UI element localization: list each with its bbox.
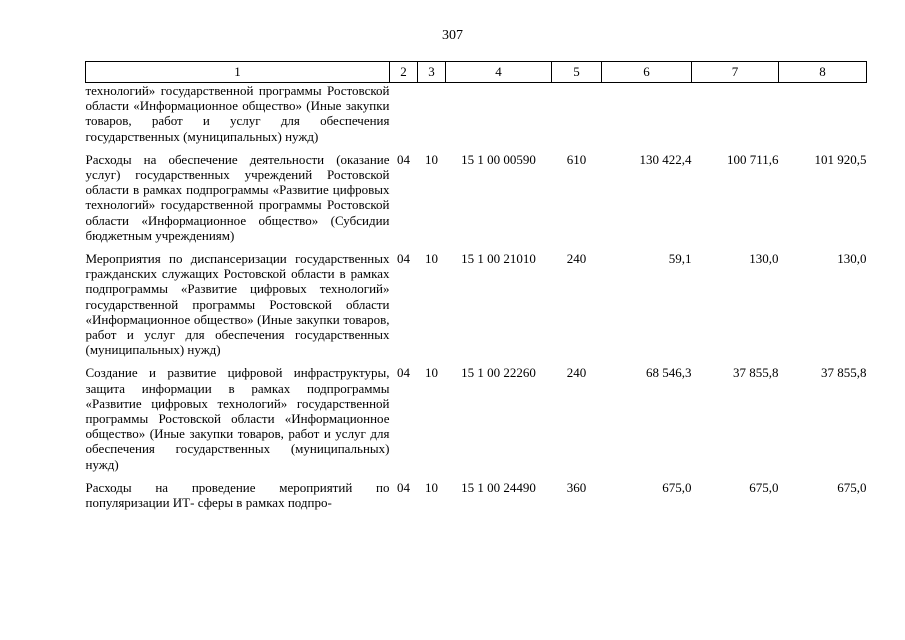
table-row xyxy=(86,365,867,479)
row-amount-year3: 101 920,5 xyxy=(814,151,867,167)
table-header-row xyxy=(86,62,867,83)
column-header: 6 xyxy=(602,62,692,83)
row-target-article: 15 1 00 24490 xyxy=(461,479,536,495)
budget-table xyxy=(85,61,867,518)
row-section: 04 xyxy=(397,251,410,267)
row-amount-year3: 130,0 xyxy=(837,251,867,267)
row-amount-year2 xyxy=(692,83,779,152)
row-amount-year2: 100 711,6 xyxy=(726,151,779,167)
column-header: 7 xyxy=(692,62,779,83)
column-header: 8 xyxy=(779,62,867,83)
row-amount-year3 xyxy=(779,83,867,152)
column-header: 3 xyxy=(418,62,446,83)
row-subsection: 10 xyxy=(425,365,438,381)
row-description: Расходы на обеспечение деятельности (оказание услуг) государственных учреждений Ростовской области в рамках подпрограммы «Развитие цифровых технологий» государственной программы Ростовской области «Информационное общество» (Субсидии бюджетным учреждениям) xyxy=(85,151,390,243)
row-subsection: 10 xyxy=(425,251,438,267)
row-description: Расходы на проведение мероприятий по популяризации ИТ- сферы в рамках подпро- xyxy=(85,479,390,511)
row-section: 04 xyxy=(397,151,410,167)
row-amount-year1: 59,1 xyxy=(668,251,692,267)
row-expense-type: 240 xyxy=(566,251,587,267)
row-amount-year2: 130,0 xyxy=(749,251,779,267)
row-amount-year1 xyxy=(602,83,692,152)
row-section: 04 xyxy=(397,479,410,495)
row-subsection: 10 xyxy=(425,151,438,167)
row-description: технологий» государственной программы Ростовской области «Информационное общество» (Иные закупки товаров, работ и услуг для обеспечения государственных (муниципальных) нужд) xyxy=(85,83,390,144)
table-row xyxy=(86,251,867,365)
row-description: Создание и развитие цифровой инфраструктуры, защита информации в рамках подпрограммы «Развитие цифровых технологий» государственной программы Ростовской области «Информационное общество» (Иные закупки товаров, работ и услуг для обеспечения государственных (муниципальных) нужд) xyxy=(85,365,390,472)
table-row xyxy=(86,480,867,518)
row-subsection xyxy=(418,83,446,152)
row-amount-year3: 675,0 xyxy=(837,479,867,495)
row-amount-year2: 675,0 xyxy=(749,479,779,495)
row-amount-year3: 37 855,8 xyxy=(821,365,867,381)
row-amount-year1: 130 422,4 xyxy=(639,151,692,167)
row-expense-type: 240 xyxy=(566,365,587,381)
row-expense-type: 610 xyxy=(566,151,587,167)
column-header: 4 xyxy=(446,62,552,83)
row-amount-year1: 675,0 xyxy=(662,479,692,495)
row-target-article: 15 1 00 22260 xyxy=(461,365,536,381)
column-header: 5 xyxy=(552,62,602,83)
row-section xyxy=(390,83,418,152)
row-target-article xyxy=(446,83,552,152)
row-expense-type: 360 xyxy=(566,479,587,495)
row-section: 04 xyxy=(397,365,410,381)
row-amount-year2: 37 855,8 xyxy=(733,365,779,381)
row-description: Мероприятия по диспансеризации государственных гражданских служащих Ростовской области в рамках подпрограммы «Развитие цифровых технологий» государственной программы Ростовской области «Информационное общество» (Иные закупки товаров, работ и услуг для обеспечения государственных (муниципальных) нужд) xyxy=(85,251,390,358)
table-row xyxy=(86,152,867,251)
row-subsection: 10 xyxy=(425,479,438,495)
table-row xyxy=(86,83,867,152)
row-amount-year1: 68 546,3 xyxy=(646,365,692,381)
row-target-article: 15 1 00 00590 xyxy=(461,151,536,167)
row-expense-type xyxy=(552,83,602,152)
page-number: 307 xyxy=(442,28,463,43)
column-header: 2 xyxy=(390,62,418,83)
row-target-article: 15 1 00 21010 xyxy=(461,251,536,267)
column-header: 1 xyxy=(86,62,390,83)
